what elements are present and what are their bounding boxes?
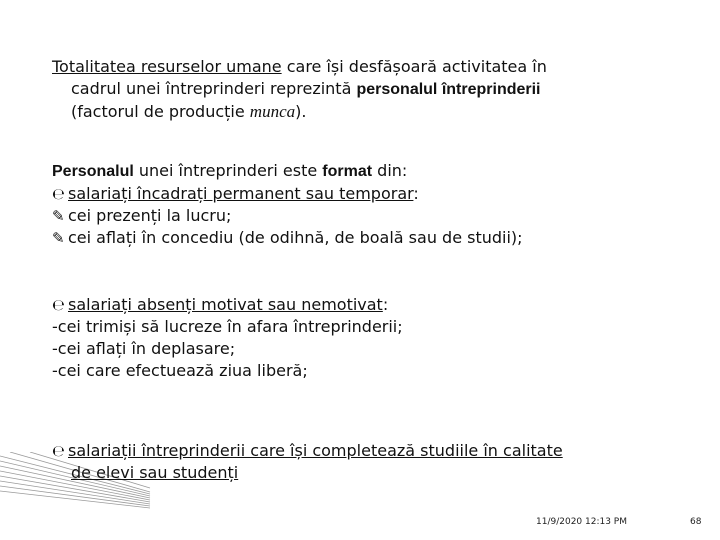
group3-line-1 [52, 440, 692, 462]
intro-bold-term: personalul întreprinderii [356, 81, 541, 98]
group2 [52, 294, 692, 382]
group1-item [52, 227, 692, 249]
intro-paragraph [52, 56, 692, 123]
bullet-icon: ℮ [52, 185, 65, 203]
intro-line-1 [52, 56, 692, 78]
intro-line-2 [52, 78, 692, 101]
group3 [52, 440, 692, 484]
group1-item [52, 205, 692, 227]
composition-text-2: din: [372, 161, 408, 180]
group1-heading [52, 183, 692, 205]
intro-line-2-text: cadrul unei întreprinderi reprezintă [71, 79, 357, 98]
group2-item: -cei aflați în deplasare; [52, 339, 236, 358]
composition-bold-2: format [322, 163, 373, 180]
footer-date: 11/9/2020 12:13 PM [536, 517, 627, 527]
bullet-icon: ℮ [52, 296, 65, 314]
composition-text-1: unei întreprinderi este [133, 161, 323, 180]
group3-line-1-text: salariații întreprinderii care își completează studiile în calitate [68, 441, 563, 460]
intro-line-3 [52, 101, 692, 123]
pencil-bullet-icon: ✎ [52, 207, 65, 225]
group1-item-text: cei aflați în concediu (de odihnă, de boală sau de studii); [68, 228, 523, 247]
intro-term: Totalitatea resurselor umane [52, 57, 282, 76]
intro-italic-term: munca [249, 102, 296, 121]
page-number: 68 [690, 517, 702, 527]
composition-paragraph [52, 160, 692, 249]
bullet-icon: ℮ [52, 442, 65, 460]
group2-item: -cei care efectuează ziua liberă; [52, 361, 308, 380]
group1-colon: : [413, 184, 419, 203]
group2-colon: : [382, 295, 389, 314]
group2-heading-text: salariați absenți motivat sau nemotivat [68, 295, 383, 314]
intro-line-3-text: (factorul de producție [71, 102, 250, 121]
intro-line-1-rest: care își desfășoară activitatea în [281, 57, 547, 76]
group1-heading-text: salariați încadrați permanent sau temporar [68, 184, 414, 203]
pencil-bullet-icon: ✎ [52, 229, 65, 247]
composition-heading [52, 160, 692, 183]
group1-item-text: cei prezenți la lucru; [68, 206, 232, 225]
composition-bold-1: Personalul [52, 163, 134, 180]
group2-item: -cei trimiși să lucreze în afara întreprinderii; [52, 317, 403, 336]
group2-heading [52, 294, 692, 316]
group3-line-2: de elevi sau studenți [71, 463, 239, 482]
intro-line-3-end: ). [295, 102, 307, 121]
